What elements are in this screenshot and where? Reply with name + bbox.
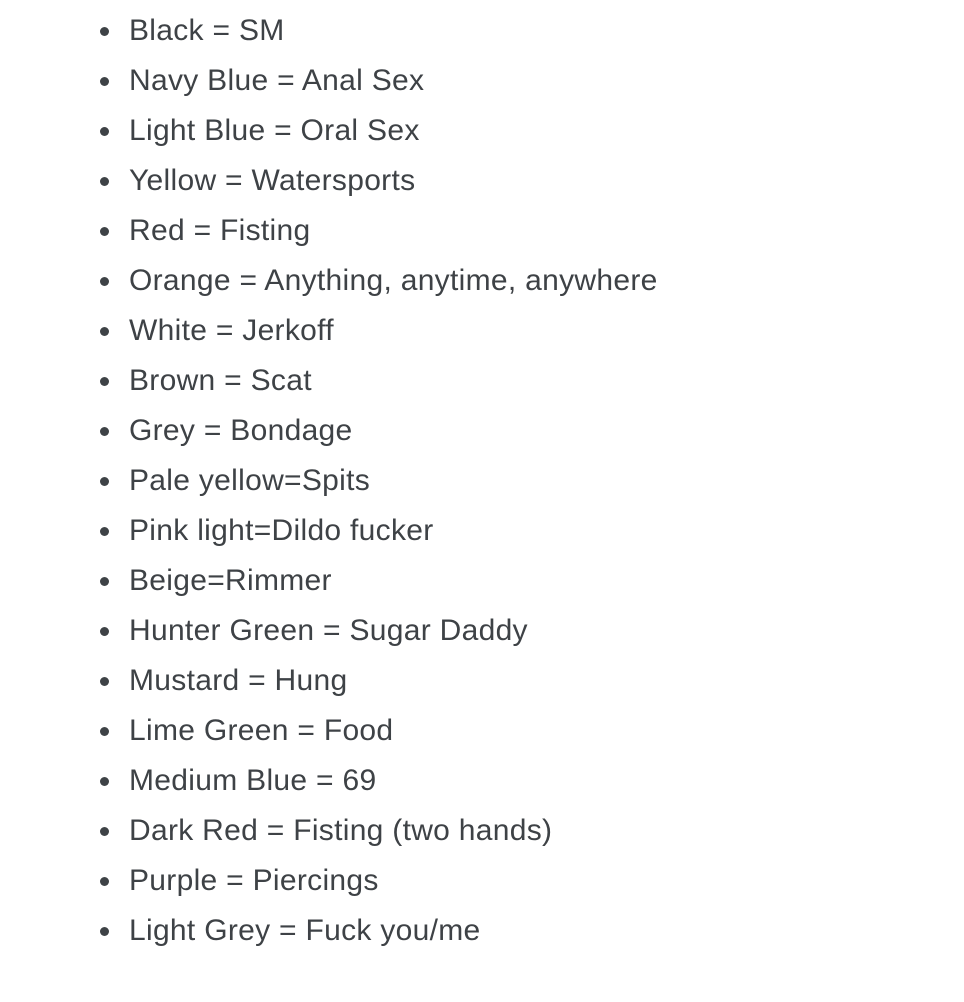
bullet-icon [100,577,109,586]
bullet-icon [100,227,109,236]
list-item-text: Light Blue = Oral Sex [129,114,420,147]
list-item [0,6,964,56]
list-item-text: Orange = Anything, anytime, anywhere [129,264,658,297]
bullet-icon [100,477,109,486]
list-item-text: Mustard = Hung [129,664,348,697]
list-item-text: Red = Fisting [129,214,311,247]
bullet-icon [100,827,109,836]
list-item [0,306,964,356]
list-item [0,806,964,856]
list-item [0,606,964,656]
list-item-text: Medium Blue = 69 [129,764,377,797]
bullet-icon [100,327,109,336]
list-item [0,256,964,306]
bullet-icon [100,377,109,386]
list-item [0,556,964,606]
list-item-text: Pink light=Dildo fucker [129,514,434,547]
bullet-icon [100,627,109,636]
list-item [0,856,964,906]
list-item [0,656,964,706]
bullet-icon [100,77,109,86]
list-item-text: Grey = Bondage [129,414,353,447]
list-item-text: Beige=Rimmer [129,564,332,597]
bullet-icon [100,927,109,936]
list-item-text: Pale yellow=Spits [129,464,371,497]
list-item-text: Brown = Scat [129,364,312,397]
bullet-icon [100,877,109,886]
list-item [0,206,964,256]
list-item-text: Dark Red = Fisting (two hands) [129,814,553,847]
bullet-icon [100,777,109,786]
list-item [0,106,964,156]
list-item-text: Hunter Green = Sugar Daddy [129,614,528,647]
list-item [0,706,964,756]
bullet-icon [100,277,109,286]
list-item-text: Yellow = Watersports [129,164,416,197]
list-item [0,506,964,556]
list-item [0,56,964,106]
bullet-icon [100,127,109,136]
bullet-icon [100,677,109,686]
bullet-icon [100,177,109,186]
list-item-text: White = Jerkoff [129,314,334,347]
list-item [0,756,964,806]
list-item-text: Light Grey = Fuck you/me [129,914,481,947]
list-item [0,906,964,956]
list-item-text: Lime Green = Food [129,714,394,747]
bullet-icon [100,727,109,736]
list-item [0,456,964,506]
list-item [0,406,964,456]
list-item [0,156,964,206]
list-item-text: Black = SM [129,14,285,47]
bullet-icon [100,27,109,36]
list-item [0,356,964,406]
list-item-text: Purple = Piercings [129,864,379,897]
bullet-icon [100,527,109,536]
bullet-icon [100,427,109,436]
list-item-text: Navy Blue = Anal Sex [129,64,425,97]
